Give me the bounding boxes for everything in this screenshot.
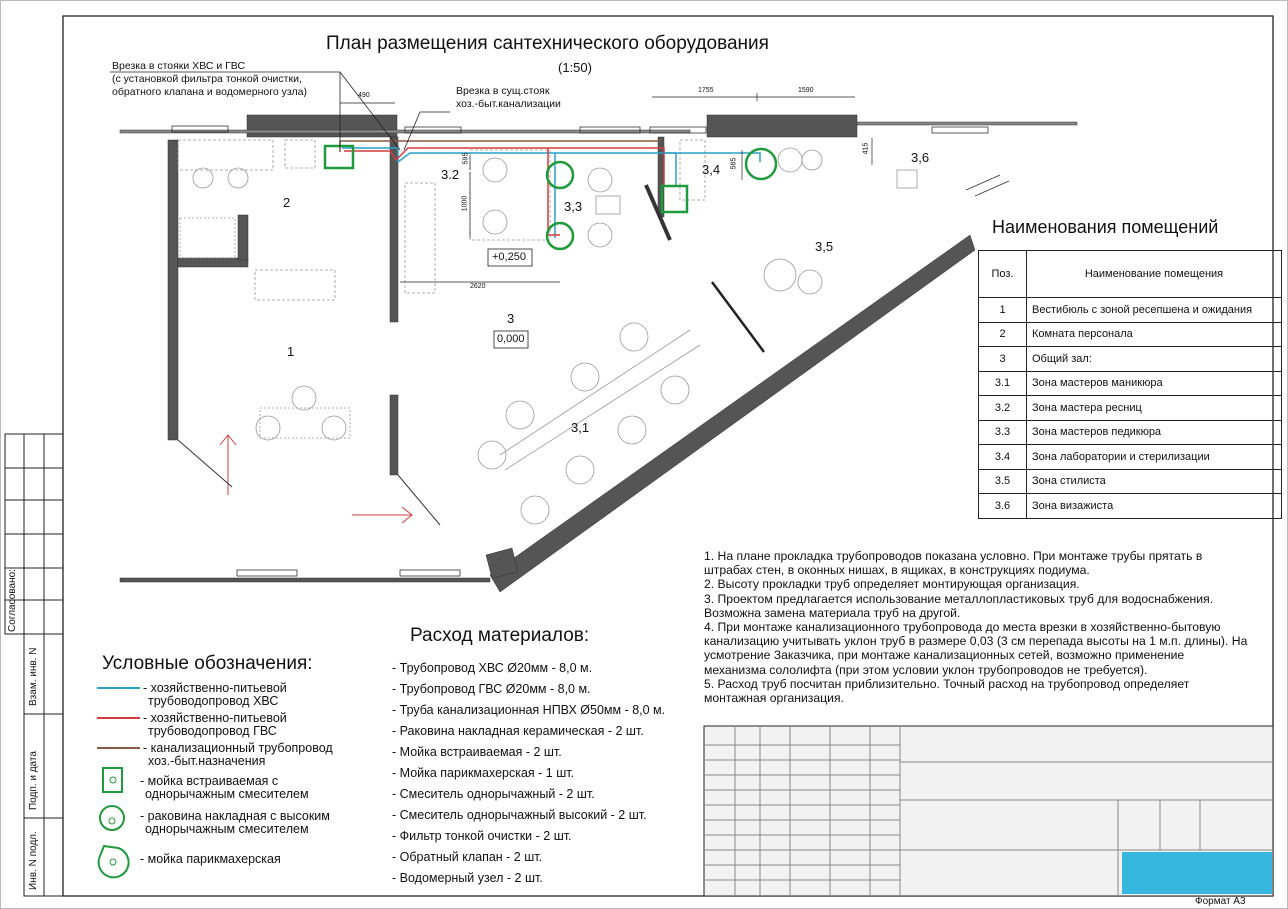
dim-415: 415	[862, 142, 870, 155]
built-in-sink-1	[325, 146, 353, 168]
table-row: 3.6 Зона визажиста	[979, 494, 1282, 519]
room-label-3-5: 3,5	[815, 239, 834, 254]
dim-595: 595	[462, 152, 470, 165]
room-label-3: 3	[507, 311, 515, 326]
table-row: 1 Вестибюль с зоной ресепшена и ожидания	[979, 298, 1282, 323]
legend-item-sewer: - канализационный трубопровод хоз.-быт.назначения	[143, 741, 333, 768]
sidebar-inv-replace: Взам. инв. N	[28, 647, 39, 706]
rooms-table-title: Наименования помещений	[992, 217, 1219, 237]
list-item: - Мойка парикмахерская - 1 шт.	[392, 766, 575, 780]
room-label-1: 1	[287, 344, 295, 359]
list-item: - Раковина накладная керамическая - 2 шт.	[392, 724, 644, 738]
table-row: 3 Общий зал:	[979, 347, 1282, 372]
dim-490: 490	[358, 92, 370, 99]
door-arrows	[220, 435, 412, 523]
list-item: - Мойка встраиваемая - 2 шт.	[392, 745, 562, 759]
note-1: 1. На плане прокладка трубопроводов показана условно. При монтаже трубы прятать в штрабах стен, в оконных нишах, в ящиках, в конструкциях подиума.	[704, 549, 1203, 578]
list-item: - Фильтр тонкой очистки - 2 шт.	[392, 829, 572, 843]
hairdresser-sink	[746, 149, 776, 179]
plan-scale: (1:50)	[558, 60, 592, 75]
list-item: - Обратный клапан - 2 шт.	[392, 850, 543, 864]
list-item: - Трубопровод ГВС Ø20мм - 8,0 м.	[392, 682, 591, 696]
table-row: 3.2 Зона мастера ресниц	[979, 396, 1282, 421]
sewer-callout: Врезка в сущ.стояк хоз.-быт.канализации	[456, 85, 561, 110]
note-3: 3. Проектом предлагается использование металлопластиковых труб для водоснабжения. Возможна замена материала труб на другой.	[704, 591, 1214, 620]
list-item: - Труба канализационная НПВХ Ø50мм - 8,0 м.	[392, 703, 666, 717]
dim-2620: 2620	[470, 283, 486, 290]
legend-item-hairdresser-sink: - мойка парикмахерская	[140, 852, 281, 866]
built-in-sink-icon	[103, 768, 122, 792]
materials-list	[392, 658, 665, 889]
table-row: 2 Комната персонала	[979, 322, 1282, 347]
legend-item-cold: - хозяйственно-питьевой трубоводопровод ХВС	[143, 681, 287, 708]
legend-title: Условные обозначения:	[102, 653, 313, 674]
sidebar-agreed: Согласовано:	[7, 569, 18, 632]
note-2: 2. Высоту прокладки труб определяет монтирующая организация.	[704, 577, 1080, 592]
level-zero: 0,000	[497, 333, 525, 345]
dim-1590: 1590	[798, 87, 814, 94]
note-5: 5. Расход труб посчитан приблизительно. Точный расход на трубопровод определяет монтажная организация.	[704, 676, 1190, 706]
dim-585: 585	[730, 157, 738, 170]
note-4: 4. При монтаже канализационного трубопровода до места врезки в хозяйственно-бытовую канализацию учитывать уклон труб в размере 0,03 (3 см перепада высоты на 1 м.п. длины). На усмотрение Заказчика, при монтаже канализационных сетей, возможно применение механизма сололифта (при этом условии уклон трубопроводов не требуется).	[704, 620, 1248, 677]
header-pos: Поз.	[979, 251, 1027, 298]
materials-title: Расход материалов:	[410, 625, 590, 646]
room-label-3-1: 3,1	[571, 420, 590, 435]
list-item: - Трубопровод ХВС Ø20мм - 8,0 м.	[392, 661, 593, 675]
legend-item-built-in-sink: - мойка встраиваемая с однорычажным смесителем	[140, 774, 309, 801]
sidebar-sign-date: Подп. и дата	[28, 751, 39, 810]
table-row: 3.3 Зона мастеров педикюра	[979, 420, 1282, 445]
room-label-2: 2	[283, 195, 291, 210]
table-row: 3.1 Зона мастеров маникюра	[979, 371, 1282, 396]
list-item: - Смеситель однорычажный высокий - 2 шт.	[392, 808, 647, 822]
rooms-table-header	[979, 251, 1282, 298]
cold-pipe	[342, 148, 760, 162]
plan-title: План размещения сантехнического оборудования	[326, 33, 769, 54]
room-label-3-3: 3,3	[564, 199, 583, 214]
dim-1000: 1000	[461, 195, 469, 212]
sidebar-inv-orig: Инв. N подл.	[28, 831, 39, 890]
room-label-3-6: 3,6	[911, 150, 930, 165]
table-row: 3.4 Зона лаборатории и стерилизации	[979, 445, 1282, 470]
dim-1755: 1755	[698, 87, 714, 94]
hairdresser-sink-icon	[99, 846, 129, 877]
table-row: 3.5 Зона стилиста	[979, 469, 1282, 494]
walls	[120, 115, 1077, 592]
water-callout: Врезка в стояки ХВС и ГВС (с установкой фильтра тонкой очистки, обратного клапана и водомерного узла)	[112, 60, 307, 98]
basin-2	[547, 223, 573, 249]
legend-icons	[97, 688, 140, 877]
rooms-table	[978, 250, 1282, 519]
notes	[704, 549, 1248, 705]
room-label-3-4: 3,4	[702, 162, 721, 177]
list-item: - Смеситель однорычажный - 2 шт.	[392, 787, 595, 801]
list-item: - Водомерный узел - 2 шт.	[392, 871, 543, 885]
legend-item-round-basin: - раковина накладная с высоким однорычажным смесителем	[140, 809, 330, 836]
basin-1	[547, 162, 573, 188]
title-block	[704, 726, 1273, 896]
level-plus: +0,250	[492, 251, 526, 263]
room-label-3-2: 3.2	[441, 167, 460, 182]
built-in-sink-2	[662, 186, 687, 212]
format-label: Формат А3	[1195, 896, 1246, 907]
legend-item-hot: - хозяйственно-питьевой трубоводопровод ГВС	[143, 711, 287, 738]
header-name: Наименование помещения	[1027, 251, 1282, 298]
